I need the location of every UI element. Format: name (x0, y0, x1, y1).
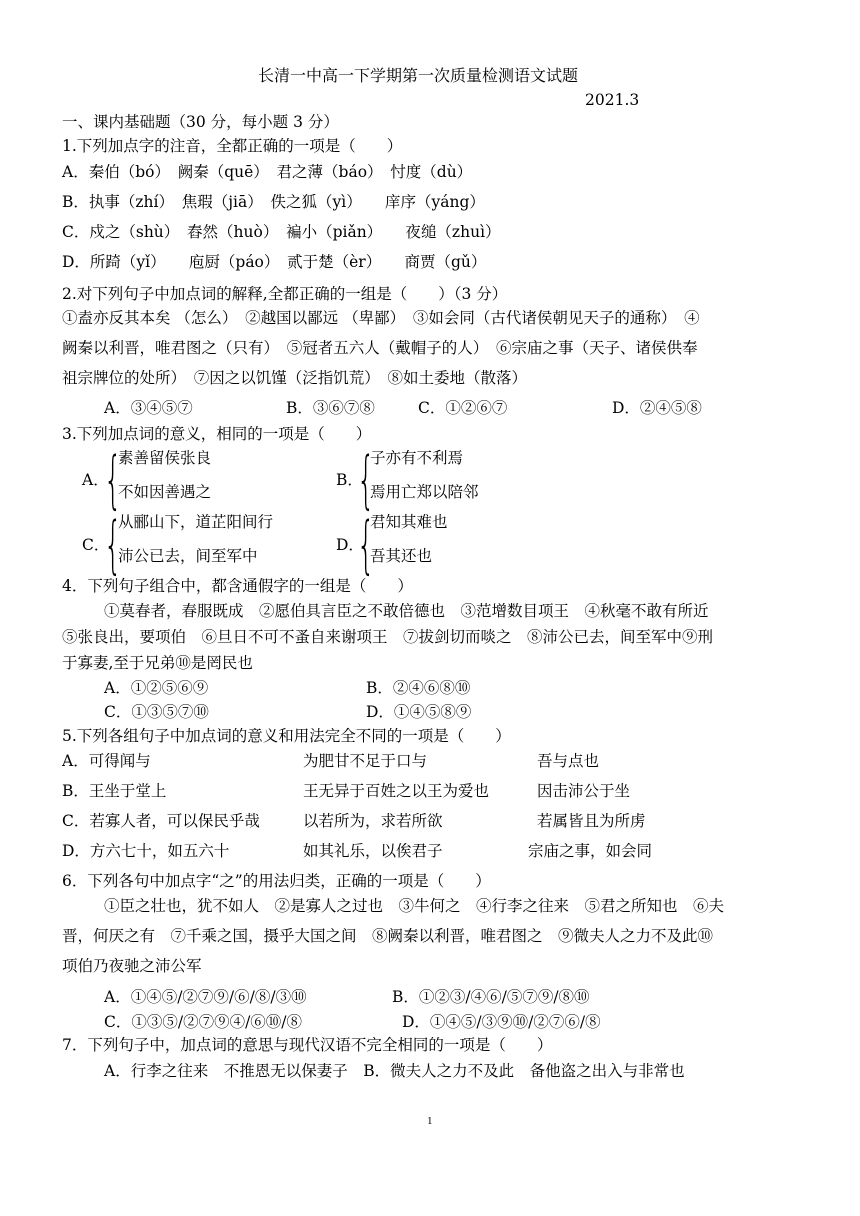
question-6-option-d: D．①④⑤/③⑨⑩/②⑦⑥/⑧ (402, 1013, 601, 1031)
question-1-option-a: A．秦伯（bó） 阙秦（quē） 君之薄（báo） 忖度（dù） (62, 163, 473, 181)
question-4-line-1: ①莫春者，春服既成 ②愿伯具言臣之不敢倍德也 ③范增数目项王 ④秋毫不敢有所近 (104, 602, 709, 620)
question-3-option-b-brace: { (357, 443, 375, 516)
question-3-option-c-brace: { (104, 508, 122, 581)
question-5-row-b-col-3: 因击沛公于坐 (537, 782, 631, 800)
question-5-row-d-col-1: D．方六七十，如五六十 (62, 842, 230, 860)
question-3-option-a-label: A． (82, 471, 109, 489)
question-5-row-c-col-2: 以若所为，求若所欲 (303, 812, 443, 830)
question-4-line-2: ⑤张良出，要项伯 ⑥旦日不可不蚤自来谢项王 ⑦拔剑切而啖之 ⑧沛公已去，间至军中⑨刑 (62, 628, 714, 646)
question-6-stem: 6．下列各句中加点字“之”的用法归类，正确的一项是（ ） (62, 872, 491, 890)
question-3-option-d-brace: { (357, 508, 375, 581)
exam-date: 2021.3 (585, 91, 640, 109)
question-3-option-b-label: B． (336, 471, 363, 489)
question-5-row-d-col-3: 宗庙之事，如会同 (528, 842, 653, 860)
question-6-option-a: A．①④⑤/②⑦⑨/⑥/⑧/③⑩ (104, 988, 307, 1006)
question-3-option-d-label: D． (336, 536, 364, 554)
question-3-option-a-sentence-2: 不如因善遇之 (118, 483, 212, 501)
question-2-option-d: D．②④⑤⑧ (612, 399, 702, 417)
question-3-option-a-sentence-1: 素善留侯张良 (118, 449, 212, 467)
exam-title: 长清一中高一下学期第一次质量检测语文试题 (258, 66, 579, 85)
page-number: 1 (427, 1115, 433, 1127)
question-3-option-b-sentence-1: 子亦有不利焉 (370, 449, 464, 467)
question-2-line-1: ①盍亦反其本矣 （怎么） ②越国以鄙远 （卑鄙） ③如会同（古代诸侯朝见天子的通称） ④ (62, 309, 700, 327)
question-5-stem: 5.下列各组句子中加点词的意义和用法完全不同的一项是（ ） (62, 727, 511, 745)
question-3-stem: 3.下列加点词的意义，相同的一项是（ ） (62, 425, 372, 443)
section-heading: 一、课内基础题（30 分，每小题 3 分） (62, 113, 339, 131)
question-5-row-b-col-1: B．王坐于堂上 (62, 782, 167, 800)
question-5-row-a-col-3: 吾与点也 (537, 752, 600, 770)
question-1-option-d: D．所踦（yǐ） 庖厨（páo） 贰于楚（èr） 商贾（gǔ） (62, 253, 487, 271)
question-6-line-2: 晋，何厌之有 ⑦千乘之国，摄乎大国之间 ⑧阙秦以利晋，唯君图之 ⑨微夫人之力不及此⑩ (62, 927, 714, 945)
question-2-option-b: B．③⑥⑦⑧ (286, 399, 375, 417)
question-2-line-3: 祖宗牌位的处所） ⑦因之以饥馑（泛指饥荒） ⑧如土委地（散落） (62, 369, 528, 387)
question-2-option-a: A．③④⑤⑦ (104, 399, 193, 417)
question-3-option-a-brace: { (104, 443, 122, 516)
question-7-stem: 7．下列句子中，加点词的意思与现代汉语不完全相同的一项是（ ） (62, 1036, 553, 1054)
question-3-option-b-sentence-2: 焉用亡郑以陪邻 (370, 483, 479, 501)
question-5-row-a-col-1: A．可得闻与 (62, 752, 151, 770)
question-5-row-b-col-2: 王无异于百姓之以王为爱也 (303, 782, 490, 800)
question-4-option-d: D．①④⑤⑧⑨ (366, 703, 472, 721)
question-5-row-a-col-2: 为肥甘不足于口与 (303, 752, 428, 770)
question-2-line-2: 阙秦以利晋，唯君图之（只有） ⑤冠者五六人（戴帽子的人） ⑥宗庙之事（天子、诸侯供奉 (62, 339, 698, 357)
question-7-options: A．行李之往来 不推恩无以保妻子 B．微夫人之力不及此 备他盗之出入与非常也 (104, 1062, 685, 1080)
question-3-option-c-label: C． (82, 536, 110, 554)
question-6-line-1: ①臣之壮也，犹不如人 ②是寡人之过也 ③牛何之 ④行李之往来 ⑤君之所知也 ⑥夫 (104, 897, 725, 915)
question-5-row-c-col-1: C．若寡人者，可以保民乎哉 (62, 812, 260, 830)
question-4-option-c: C．①③⑤⑦⑩ (104, 703, 209, 721)
question-4-option-b: B．②④⑥⑧⑩ (366, 679, 471, 697)
question-2-option-c: C．①②⑥⑦ (418, 399, 508, 417)
question-3-option-c-sentence-1: 从郦山下，道芷阳间行 (118, 513, 274, 531)
question-2-stem: 2.对下列句子中加点词的解释,全都正确的一组是（ ）（3 分） (62, 285, 508, 303)
question-5-row-d-col-2: 如其礼乐，以俟君子 (303, 842, 443, 860)
question-6-line-3: 项伯乃夜驰之沛公军 (62, 957, 202, 975)
question-5-row-c-col-3: 若属皆且为所虏 (537, 812, 646, 830)
question-1-stem: 1.下列加点字的注音，全都正确的一项是（ ） (62, 137, 403, 155)
question-4-stem: 4．下列句子组合中，都含通假字的一组是（ ） (62, 577, 413, 595)
question-4-line-3: 于寡妻,至于兄弟⑩是罔民也 (62, 654, 253, 672)
question-4-option-a: A．①②⑤⑥⑨ (104, 679, 209, 697)
question-1-option-c: C．戍之（shù） 舂然（huò） 褊小（piǎn） 夜缒（zhuì） (62, 223, 501, 241)
question-6-option-b: B．①②③/④⑥/⑤⑦⑨/⑧⑩ (392, 988, 590, 1006)
question-3-option-c-sentence-2: 沛公已去，间至军中 (118, 547, 258, 565)
question-1-option-b: B．执事（zhí） 焦瑕（jiā） 佚之狐（yì） 庠序（yáng） (62, 193, 485, 211)
question-3-option-d-sentence-2: 吾其还也 (370, 547, 433, 565)
question-3-option-d-sentence-1: 君知其难也 (370, 513, 448, 531)
question-6-option-c: C．①③⑤/②⑦⑨④/⑥⑩/⑧ (104, 1013, 303, 1031)
